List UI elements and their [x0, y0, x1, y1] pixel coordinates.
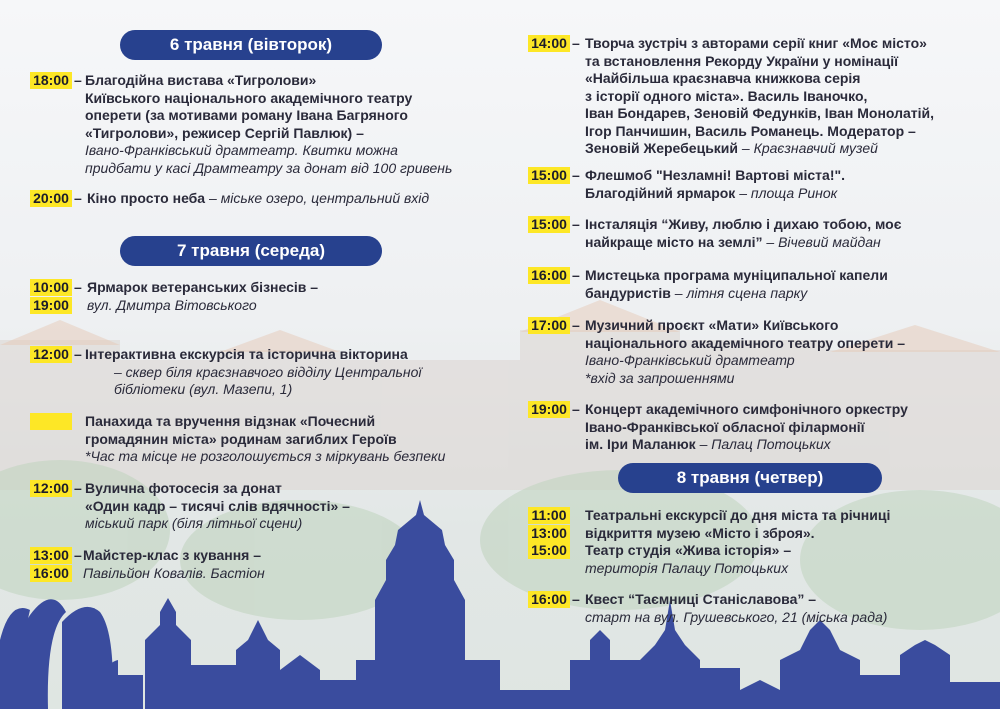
event-open-air-cinema — [30, 190, 490, 210]
time-badge: 19:00 — [528, 401, 570, 418]
day-header-may-8: 8 травня (четвер) — [618, 463, 882, 493]
event-memorial-service — [30, 413, 490, 468]
event-title: Квест “Таємниці Станіславова” – — [585, 591, 817, 607]
event-forging-masterclass — [30, 547, 490, 587]
time-badge: 12:00 — [30, 480, 72, 497]
event-title: Інсталяція “Живу, люблю і дихаю тобою, моє — [585, 216, 902, 232]
event-location: Івано-Франківський драмтеатр — [585, 352, 795, 368]
day-header-may-6: 6 травня (вівторок) — [120, 30, 382, 60]
event-location: придбати у касі Драмтеатру за донат від 100 гривень — [85, 159, 453, 176]
time-badge: 16:00 — [528, 591, 570, 608]
event-location: Івано-Франківський драмтеатр. Квитки можна — [85, 142, 398, 158]
event-location: Краєзнавчий музей — [753, 140, 878, 156]
event-title: Майстер-клас з кування – — [83, 547, 262, 563]
event-location: Палац Потоцьких — [711, 436, 831, 452]
time-badge-empty — [30, 413, 72, 430]
event-title: Благодійна вистава «Тигролови» — [85, 72, 317, 88]
dash: – — [572, 317, 580, 333]
event-line: Благодійний ярмарок — [585, 184, 736, 201]
event-line: Іван Бондарев, Зеновій Федунків, Іван Монолатій, — [585, 105, 935, 121]
event-line: та встановлення Рекорду України у номінації — [585, 52, 899, 69]
event-title: Музичний проєкт «Мати» Київського — [585, 317, 839, 333]
time-badge: 12:00 — [30, 346, 72, 363]
separator: – — [762, 233, 779, 250]
dash: – — [74, 480, 82, 496]
dash: – — [74, 346, 82, 362]
separator: – — [670, 284, 687, 301]
event-line: найкраще місто на землі” — [585, 233, 763, 250]
event-location: міське озеро, центральний вхід — [220, 190, 430, 206]
event-location: Вічевий майдан — [778, 233, 881, 250]
event-theatre-tours — [528, 507, 988, 579]
event-location: площа Ринок — [750, 184, 838, 201]
event-line: Івано-Франківської обласної філармонії — [585, 418, 865, 435]
event-location: – сквер біля краєзнавчого відділу Центральної — [114, 363, 422, 380]
event-flashmob — [528, 167, 988, 207]
event-title: Творча зустріч з авторами серії книг «Моє місто» — [585, 35, 927, 51]
time-badge: 13:00 — [528, 525, 570, 542]
dash: – — [74, 279, 82, 295]
dash: – — [572, 167, 580, 183]
event-line: бандуристів — [585, 284, 671, 301]
time-badge: 15:00 — [528, 542, 570, 559]
event-veteran-fair — [30, 279, 490, 319]
time-badge: 14:00 — [528, 35, 570, 52]
event-title: Інтерактивна екскурсія та історична вікторина — [85, 346, 408, 362]
event-music-project-mother — [528, 317, 988, 389]
separator: – — [695, 436, 712, 452]
event-line: громадянин міста» родинам загиблих Героїв — [85, 430, 397, 447]
time-badge: 15:00 — [528, 216, 570, 233]
time-badge: 16:00 — [528, 267, 570, 284]
event-title: Ярмарок ветеранських бізнесів – — [87, 279, 319, 295]
event-location: літня сцена парку — [686, 284, 808, 301]
dash: – — [572, 35, 580, 51]
event-note: *Час та місце не розголошується з міркувань безпеки — [85, 448, 446, 464]
event-line: Зеновій Жеребецький — [585, 140, 739, 156]
day-header-may-7: 7 травня (середа) — [120, 236, 382, 266]
separator: – — [205, 190, 221, 206]
separator: – — [735, 184, 751, 201]
time-badge: 18:00 — [30, 72, 72, 89]
event-title: Мистецька програма муніципальної капели — [585, 267, 888, 283]
event-line: національного академічного театру оперети – — [585, 334, 906, 351]
event-note: *вхід за запрошеннями — [585, 369, 735, 386]
event-title: Флешмоб "Незламні! Вартові міста!". — [585, 167, 846, 183]
time-badge: 16:00 — [30, 565, 72, 582]
dash: – — [572, 401, 580, 417]
time-badge: 10:00 — [30, 279, 72, 296]
event-line: відкриття музею «Місто і зброя». — [585, 524, 815, 541]
event-location: територія Палацу Потоцьких — [585, 559, 789, 576]
separator: – — [738, 140, 754, 156]
event-line: з історії одного міста». Василь Іваночко, — [585, 87, 868, 104]
event-title: Кіно просто неба — [87, 190, 206, 206]
event-line: «Найбільша краєзнавча книжкова серія — [585, 70, 861, 86]
dash: – — [572, 591, 580, 607]
event-location: вул. Дмитра Вітовського — [87, 296, 257, 313]
dash: – — [572, 216, 580, 232]
time-badge: 13:00 — [30, 547, 72, 564]
event-title: Театральні екскурсії до дня міста та річниці — [585, 507, 891, 523]
event-photo-session — [30, 480, 490, 535]
event-line: ім. Іри Маланюк — [585, 436, 696, 452]
event-line: оперети (за мотивами роману Івана Багряного — [85, 107, 408, 123]
event-line: «Один кадр – тисячі слів вдячності» – — [85, 497, 350, 514]
dash: – — [74, 190, 82, 206]
time-badge: 11:00 — [528, 507, 570, 524]
event-line: Київського національного академічного театру — [85, 89, 413, 106]
event-location: міський парк (біля літньої сцени) — [85, 515, 303, 531]
event-line: «Тигролови», режисер Сергій Павлюк) – — [85, 124, 364, 141]
dash: – — [74, 72, 82, 88]
event-location: старт на вул. Грушевського, 21 (міська рада) — [585, 608, 888, 625]
event-interactive-tour — [30, 346, 490, 401]
time-badge: 17:00 — [528, 317, 570, 334]
dash: – — [74, 547, 82, 563]
event-installation — [528, 216, 988, 256]
event-book-authors-meeting — [528, 35, 988, 160]
event-bandura-program — [528, 267, 988, 307]
event-symphony-concert — [528, 401, 988, 456]
time-badge: 20:00 — [30, 190, 72, 207]
event-charity-play — [30, 72, 490, 182]
event-line: Театр студія «Жива історія» – — [585, 542, 792, 558]
dash: – — [572, 267, 580, 283]
event-location: Павільйон Ковалів. Бастіон — [83, 564, 265, 581]
event-title: Панахида та вручення відзнак «Почесний — [85, 413, 376, 429]
time-badge: 19:00 — [30, 297, 72, 314]
event-stanislaviv-quest — [528, 591, 988, 631]
time-badge: 15:00 — [528, 167, 570, 184]
event-title: Концерт академічного симфонічного оркестру — [585, 401, 908, 417]
event-title: Вулична фотосесія за донат — [85, 480, 282, 496]
event-location: бібліотеки (вул. Мазепи, 1) — [114, 381, 293, 397]
event-line: Ігор Панчишин, Василь Романець. Модератор – — [585, 122, 916, 139]
